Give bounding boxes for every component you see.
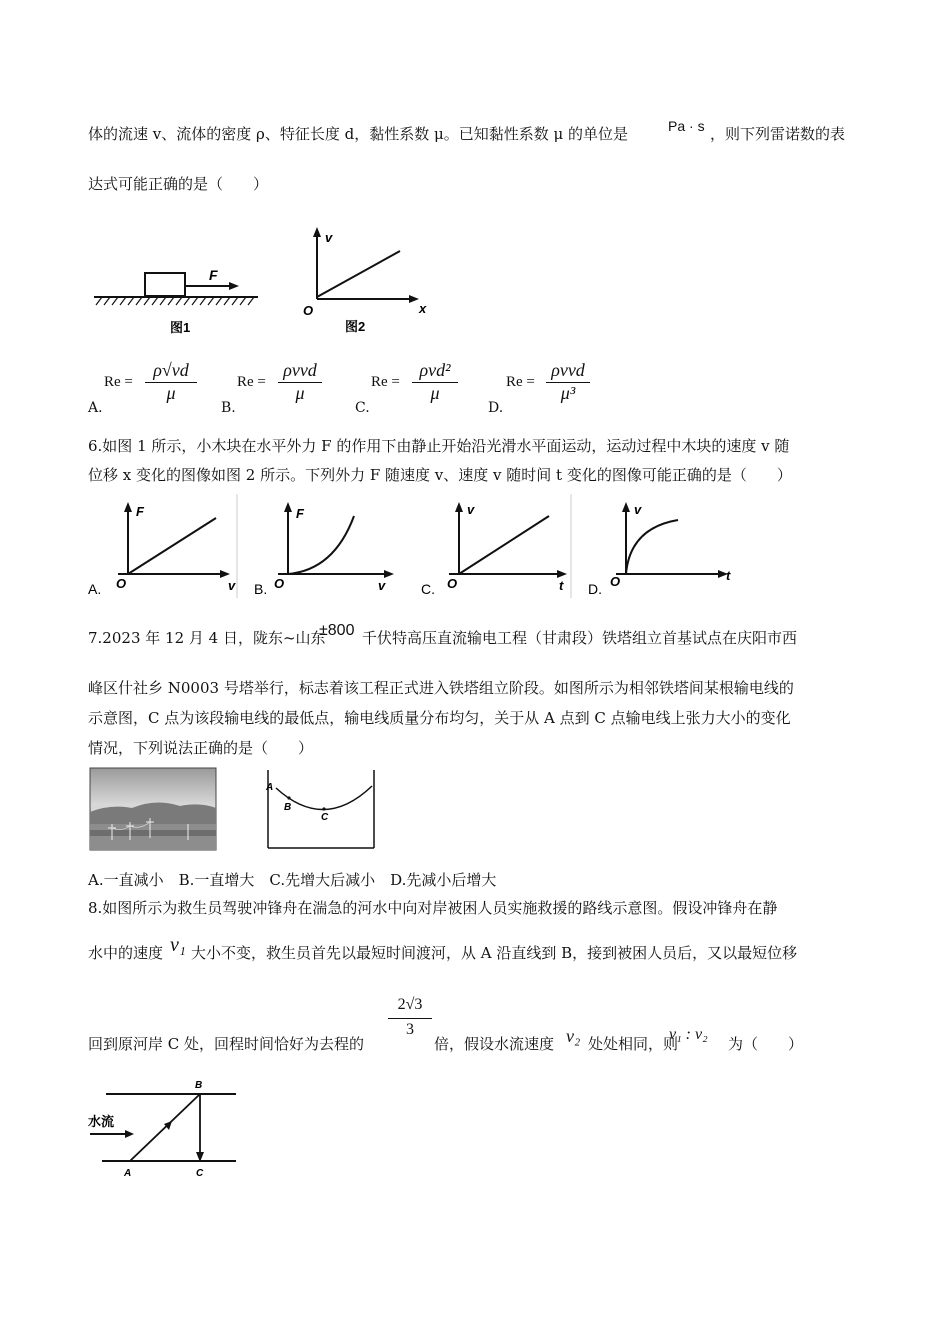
q8-line2b: 大小不变，救生员首先以最短时间渡河，从 A 沿直线到 B，接到被困人员后，又以最短位移 xyxy=(191,944,798,962)
q7-options: A.一直减小 B.一直增大 C.先增大后减小 D.先减小后增大 xyxy=(88,871,497,889)
numerator: 2√3 xyxy=(397,996,423,1013)
option-letter: A. xyxy=(88,581,102,597)
q7-line4: 情况，下列说法正确的是（ ） xyxy=(88,739,314,757)
option-letter: C. xyxy=(421,581,435,597)
v-x-line xyxy=(317,251,400,297)
q5-option-a-formula xyxy=(145,360,197,404)
q7-line2: 峰区什社乡 N0003 号塔举行，标志着该工程正式进入铁塔组立阶段。如图所示为相邻铁塔间某根输电线的 xyxy=(88,679,794,697)
origin-label: O xyxy=(610,574,621,589)
axis-label-x: v xyxy=(228,578,236,593)
q8-time-ratio xyxy=(388,996,432,1039)
origin-label: O xyxy=(303,303,314,318)
q5-line2: 达式可能正确的是（ ） xyxy=(88,175,269,193)
point-a-label: A xyxy=(266,782,274,793)
q8-line3c: 处处相同，则 xyxy=(588,1035,679,1053)
fig1-caption: 图1 xyxy=(170,320,191,335)
q8-line3d: 为（ ） xyxy=(728,1035,804,1053)
q5-option-c-letter: C. xyxy=(355,400,370,416)
q5-option-a-re: Re = xyxy=(104,374,133,390)
wood-block xyxy=(145,273,185,296)
origin-label: O xyxy=(116,576,127,591)
numerator: ρvd² xyxy=(419,360,451,380)
option-letter: D. xyxy=(588,581,602,597)
q6-graph-b xyxy=(254,494,414,598)
q5-option-c-re: Re = xyxy=(371,374,400,390)
point-b-label: B xyxy=(195,1080,203,1091)
q6-line2: 位移 x 变化的图像如图 2 所示。下列外力 F 随速度 v、速度 v 随时间 t 变化的图像可能正确的是（ ） xyxy=(88,466,792,484)
transmission-tower-photo xyxy=(90,768,216,850)
q6-graph-a xyxy=(88,494,238,598)
q8-line3b: 倍，假设水流速度 xyxy=(434,1035,555,1053)
q5-option-c-formula xyxy=(412,360,458,404)
q8-river-diagram xyxy=(82,1076,242,1186)
fig2-caption: 图2 xyxy=(345,319,366,334)
numerator: ρ√vd xyxy=(153,360,189,380)
point-a-label: A xyxy=(124,1168,132,1179)
q5-option-b-letter: B. xyxy=(221,400,236,416)
force-label: F xyxy=(209,267,218,283)
q7-line1b: 千伏特高压直流输电工程（甘肃段）铁塔组立首基试点在庆阳市西 xyxy=(362,629,798,647)
q5-figure-2 xyxy=(295,225,445,340)
q7-line1a: 7.2023 年 12 月 4 日，陇东~山东 xyxy=(88,629,326,647)
q6-graph-d xyxy=(588,494,748,598)
q5-option-d-formula xyxy=(546,360,590,404)
denominator: μ xyxy=(412,382,458,404)
q8-v1: v₁ xyxy=(170,934,186,956)
q6-graph-c xyxy=(421,494,581,598)
q7-line3: 示意图，C 点为该段输电线的最低点，输电线质量分布均匀，关于从 A 点到 C 点输电线上张力大小的变化 xyxy=(88,709,791,727)
q8-v2: v₂ xyxy=(566,1026,581,1046)
water-flow-label: 水流 xyxy=(88,1114,115,1129)
axis-label-y: v xyxy=(634,502,642,517)
q7-cable-diagram xyxy=(262,768,386,850)
denominator: μ xyxy=(145,382,197,404)
axis-label-x: t xyxy=(559,578,564,593)
q5-figure-1 xyxy=(88,260,268,340)
axis-label-x: t xyxy=(726,568,731,583)
axis-label-x: x xyxy=(419,301,427,316)
point-c-label: C xyxy=(321,812,329,823)
axis-label-y: F xyxy=(296,506,304,521)
path-a-to-b xyxy=(130,1094,200,1161)
numerator: ρvvd xyxy=(551,360,585,380)
q8-line3a: 回到原河岸 C 处，回程时间恰好为去程的 xyxy=(88,1035,365,1053)
q7-voltage: ±800 xyxy=(319,622,355,639)
q5-option-d-letter: D. xyxy=(488,400,504,416)
q5-option-b-formula xyxy=(278,360,322,404)
axis-label-v: v xyxy=(325,230,333,245)
axis-label-x: v xyxy=(378,578,386,593)
q5-line1-end: ，则下列雷诺数的表 xyxy=(710,125,846,143)
q8-velocity-ratio: v₁ : v₂ xyxy=(669,1026,708,1043)
option-letter: B. xyxy=(254,581,268,597)
viscosity-unit: Pa · s xyxy=(668,118,705,134)
point-c-label: C xyxy=(196,1168,204,1179)
q8-line1: 8.如图所示为救生员驾驶冲锋舟在湍急的河水中向对岸被困人员实施救援的路线示意图。假设冲锋舟在静 xyxy=(88,899,778,917)
q6-line1: 6.如图 1 所示，小木块在水平外力 F 的作用下由静止开始沿光滑水平面运动，运动过程中木块的速度 v 随 xyxy=(88,437,790,455)
q5-option-d-re: Re = xyxy=(506,374,535,390)
point-b-label: B xyxy=(284,802,292,813)
numerator: ρvvd xyxy=(283,360,317,380)
q5-option-b-re: Re = xyxy=(237,374,266,390)
axis-label-y: v xyxy=(467,502,475,517)
denominator: 3 xyxy=(388,1018,432,1039)
q8-line2a: 水中的速度 xyxy=(88,944,164,962)
origin-label: O xyxy=(274,576,285,591)
axis-label-y: F xyxy=(136,504,144,519)
denominator: μ xyxy=(278,382,322,404)
origin-label: O xyxy=(447,576,458,591)
denominator: μ³ xyxy=(546,382,590,404)
floor-hatching xyxy=(96,297,254,305)
q5-line1: 体的流速 v、流体的密度 ρ、特征长度 d，黏性系数 μ。已知黏性系数 μ 的单位是 xyxy=(88,125,629,143)
q5-option-a-letter: A. xyxy=(88,400,103,416)
